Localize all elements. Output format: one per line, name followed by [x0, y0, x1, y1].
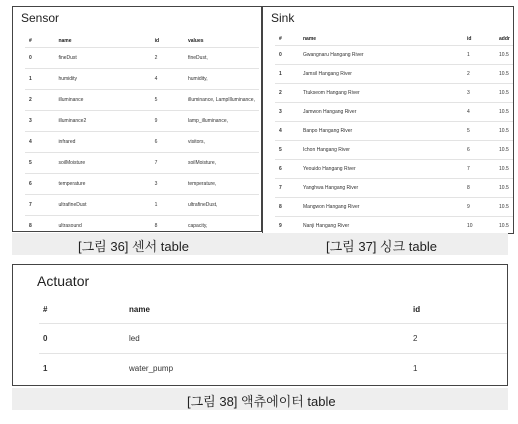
sink-cell: Banpo Hangang River	[299, 121, 463, 140]
sensor-cell: fineDust	[54, 47, 150, 68]
sensor-header-cell: name	[58, 37, 72, 44]
sink-cell: 1	[463, 45, 495, 64]
sink-cell: Yeouido Hangang River	[299, 159, 463, 178]
sink-table-row	[275, 102, 514, 121]
sensor-header-cell: id	[154, 37, 160, 44]
sink-table-row	[275, 64, 514, 83]
sink-cell: 3	[463, 83, 495, 102]
actuator-header-cell: id	[413, 305, 421, 315]
sink-table-row	[275, 197, 514, 216]
sink-cell: Gwangnaru Hangang River	[299, 45, 463, 64]
sink-table	[275, 33, 514, 234]
actuator-caption: [그림 38] 액츄에이터 table	[187, 394, 336, 409]
sensor-cell: ultrafineDust	[54, 194, 150, 215]
sink-cell: Ttukseom Hangang River	[299, 83, 463, 102]
sensor-cell: ultrasound	[54, 215, 150, 232]
sink-cell: 10.5	[495, 102, 514, 121]
sink-cell: 5	[275, 140, 299, 159]
sink-cell: 10.5	[495, 197, 514, 216]
sink-header-cell: #	[279, 35, 282, 42]
sink-header-cell: addr	[499, 35, 510, 42]
sensor-table-row	[25, 110, 259, 131]
sensor-cell: 9	[151, 110, 184, 131]
sensor-cell: illuminance2	[54, 110, 150, 131]
actuator-panel	[12, 264, 508, 386]
actuator-header-cell: #	[43, 305, 48, 315]
sensor-cell: humidity	[54, 68, 150, 89]
sensor-cell: soilMoisture	[54, 152, 150, 173]
sensor-cell: illuminance	[54, 89, 150, 110]
actuator-cell: 2	[409, 323, 507, 353]
sensor-cell: 5	[151, 89, 184, 110]
sensor-cell: 2	[25, 89, 54, 110]
sensor-cell: temperature,	[184, 173, 259, 194]
actuator-cell: 1	[39, 353, 125, 383]
sink-cell: 9	[463, 197, 495, 216]
sink-table-row	[275, 45, 514, 64]
sink-header-cell: id	[467, 35, 472, 42]
actuator-title: Actuator	[37, 273, 90, 289]
sink-cell: 10.5	[495, 140, 514, 159]
sensor-cell: humidity,	[184, 68, 259, 89]
sensor-cell: 8	[151, 215, 184, 232]
sink-cell: 10	[463, 216, 495, 234]
sensor-cell: temperature	[54, 173, 150, 194]
sink-cell: Jamsil Hangang River	[299, 64, 463, 83]
sensor-cell: 5	[25, 152, 54, 173]
sensor-cell: 7	[25, 194, 54, 215]
sensor-header-cell: values	[187, 37, 204, 44]
sink-cell: 6	[463, 140, 495, 159]
actuator-table	[39, 297, 507, 383]
sink-cell: Yanghwa Hangang River	[299, 178, 463, 197]
sink-cell: 8	[275, 197, 299, 216]
sensor-cell: 4	[151, 68, 184, 89]
actuator-cell: led	[125, 323, 409, 353]
actuator-table-row	[39, 353, 507, 383]
sensor-table	[25, 35, 259, 232]
sink-cell: 1	[275, 64, 299, 83]
sensor-panel	[12, 6, 262, 232]
sensor-title: Sensor	[21, 11, 60, 25]
actuator-table-row	[39, 323, 507, 353]
sensor-table-row	[25, 47, 259, 68]
sensor-cell: 1	[25, 68, 54, 89]
sensor-cell: 3	[151, 173, 184, 194]
sink-cell: Jamwon Hangang River	[299, 102, 463, 121]
actuator-cell: 0	[39, 323, 125, 353]
sink-cell: 4	[463, 102, 495, 121]
sensor-table-row	[25, 215, 259, 232]
sink-cell: 10.5	[495, 64, 514, 83]
sink-header-cell: name	[303, 35, 317, 42]
sink-table-row	[275, 178, 514, 197]
sink-cell: 10.5	[495, 216, 514, 234]
sensor-cell: infrared	[54, 131, 150, 152]
sensor-cell: 8	[25, 215, 54, 232]
sensor-cell: 6	[151, 131, 184, 152]
sensor-header-cell: #	[29, 37, 32, 44]
sensor-table-row	[25, 152, 259, 173]
sink-cell: 10.5	[495, 178, 514, 197]
sink-cell: 2	[275, 83, 299, 102]
sensor-cell: soilMoisture,	[184, 152, 259, 173]
actuator-cell: water_pump	[125, 353, 409, 383]
sensor-cell: ultrafineDust,	[184, 194, 259, 215]
sink-cell: Ichon Hangang River	[299, 140, 463, 159]
sensor-cell: fineDust,	[184, 47, 259, 68]
sensor-table-row	[25, 194, 259, 215]
sink-title: Sink	[271, 11, 295, 25]
sink-cell: 4	[275, 121, 299, 140]
sensor-cell: 4	[25, 131, 54, 152]
sink-cell: Nanji Hangang River	[299, 216, 463, 234]
sensor-table-row	[25, 131, 259, 152]
sink-panel	[262, 6, 514, 234]
sink-table-row	[275, 83, 514, 102]
sink-cell: 10.5	[495, 121, 514, 140]
sensor-cell: 7	[151, 152, 184, 173]
sensor-cell: 0	[25, 47, 54, 68]
sink-cell: 9	[275, 216, 299, 234]
sensor-caption: [그림 36] 센서 table	[78, 239, 189, 254]
actuator-cell: 1	[409, 353, 507, 383]
sink-cell: 7	[463, 159, 495, 178]
sensor-table-row	[25, 68, 259, 89]
sensor-cell: visitors,	[184, 131, 259, 152]
sink-cell: 10.5	[495, 159, 514, 178]
sensor-cell: 3	[25, 110, 54, 131]
sensor-table-row	[25, 89, 259, 110]
sink-cell: 8	[463, 178, 495, 197]
sensor-cell: illuminance, LampIlluminance,	[184, 89, 259, 110]
sink-cell: 5	[463, 121, 495, 140]
sensor-cell: 6	[25, 173, 54, 194]
sink-cell: 6	[275, 159, 299, 178]
sensor-cell: lamp_illuminance,	[184, 110, 259, 131]
sink-caption: [그림 37] 싱크 table	[326, 239, 437, 254]
sensor-cell: 2	[151, 47, 184, 68]
sensor-cell: 1	[151, 194, 184, 215]
sink-table-row	[275, 159, 514, 178]
sink-table-row	[275, 140, 514, 159]
sensor-cell: capacity,	[184, 215, 259, 232]
sink-cell: 3	[275, 102, 299, 121]
sink-table-row	[275, 121, 514, 140]
sensor-table-row	[25, 173, 259, 194]
sink-table-row	[275, 216, 514, 234]
sink-cell: 10.5	[495, 83, 514, 102]
sink-cell: 2	[463, 64, 495, 83]
actuator-header-cell: name	[129, 305, 150, 315]
sink-cell: 10.5	[495, 45, 514, 64]
sink-cell: 7	[275, 178, 299, 197]
sink-cell: Mangwon Hangang River	[299, 197, 463, 216]
sink-cell: 0	[275, 45, 299, 64]
